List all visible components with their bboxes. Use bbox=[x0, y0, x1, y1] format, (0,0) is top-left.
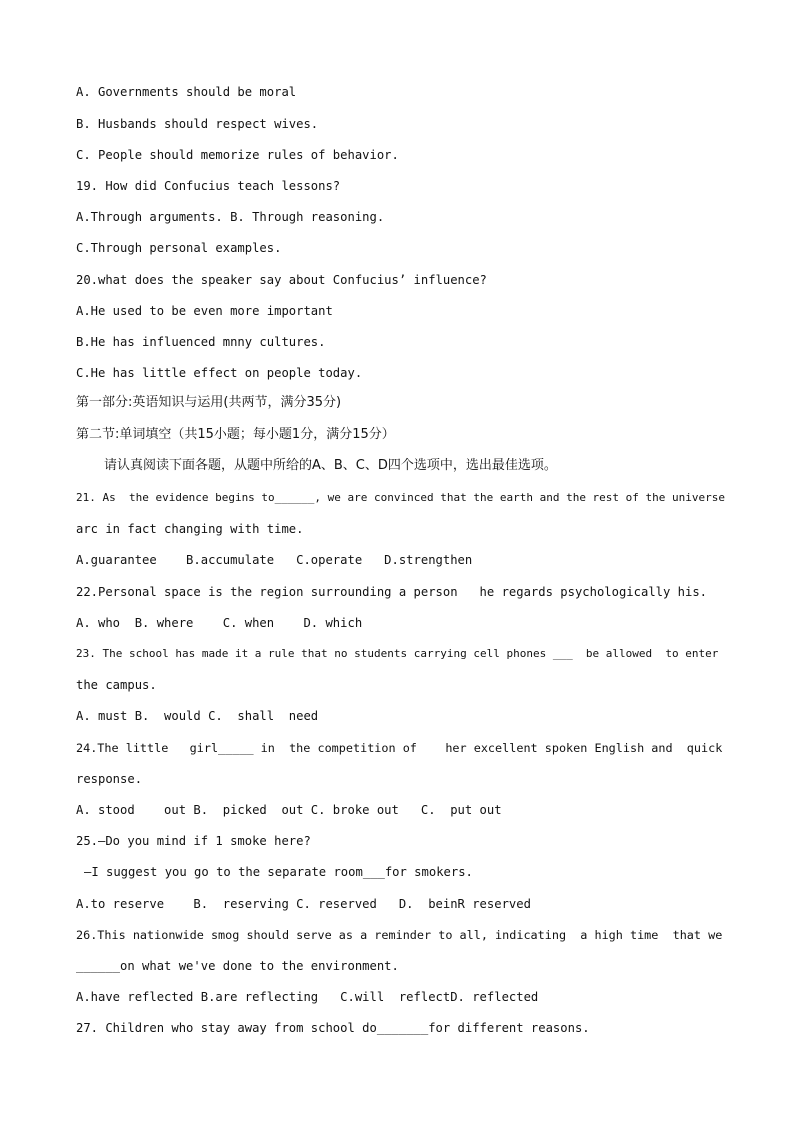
option-line: A. who B. where C. when D. which bbox=[76, 616, 363, 630]
option-line: A.have reflected B.are reflecting C.will reflectD. reflected bbox=[76, 990, 539, 1004]
option-line: C.He has little effect on people today. bbox=[76, 366, 363, 380]
question-26-cont: ______on what we've done to the environment. bbox=[76, 959, 399, 973]
question-24-cont: response. bbox=[76, 772, 143, 786]
option-line: A.Through arguments. B. Through reasoning. bbox=[76, 210, 385, 224]
question-22: 22.Personal space is the region surrounding a person he regards psychologically his. bbox=[76, 585, 708, 599]
question-26: 26.This nationwide smog should serve as a reminder to all, indicating a high time that we bbox=[76, 928, 723, 942]
option-line: C.Through personal examples. bbox=[76, 241, 282, 255]
option-line: A.guarantee B.accumulate C.operate D.strengthen bbox=[76, 553, 473, 567]
question-25-reply: —I suggest you go to the separate room___for smokers. bbox=[84, 865, 473, 879]
question-23-cont: the campus. bbox=[76, 678, 157, 692]
question-27: 27. Children who stay away from school do_______for different reasons. bbox=[76, 1021, 590, 1035]
question-20: 20.what does the speaker say about Confucius’ influence? bbox=[76, 273, 487, 287]
option-line: A.He used to be even more important bbox=[76, 304, 333, 318]
option-line: B.He has influenced mnny cultures. bbox=[76, 335, 326, 349]
option-line: A. Governments should be moral bbox=[76, 85, 297, 99]
option-line: C. People should memorize rules of behavior. bbox=[76, 148, 399, 162]
question-25: 25.—Do you mind if 1 smoke here? bbox=[76, 834, 311, 848]
section-heading: 第一部分:英语知识与运用(共两节，满分35分) bbox=[76, 395, 342, 410]
question-23: 23. The school has made it a rule that no students carrying cell phones ___ be allowed to enter bbox=[76, 647, 719, 660]
question-21: 21. As the evidence begins to______, we are convinced that the earth and the rest of the universe bbox=[76, 491, 726, 504]
option-line: A. stood out B. picked out C. broke out C. put out bbox=[76, 803, 502, 817]
question-21-cont: arc in fact changing with time. bbox=[76, 522, 304, 536]
question-19: 19. How did Confucius teach lessons? bbox=[76, 179, 341, 193]
option-line: B. Husbands should respect wives. bbox=[76, 117, 319, 131]
option-line: A.to reserve B. reserving C. reserved D. beinR reserved bbox=[76, 897, 531, 911]
subsection-heading: 第二节:单词填空（共15小题；每小题1分，满分15分） bbox=[76, 427, 395, 442]
option-line: A. must B. would C. shall need bbox=[76, 709, 319, 723]
instructions: 请认真阅读下面各题，从题中所给的A、B、C、D四个选项中，选出最佳选项。 bbox=[104, 458, 557, 473]
question-24: 24.The little girl_____ in the competition of her excellent spoken English and quick bbox=[76, 741, 723, 755]
